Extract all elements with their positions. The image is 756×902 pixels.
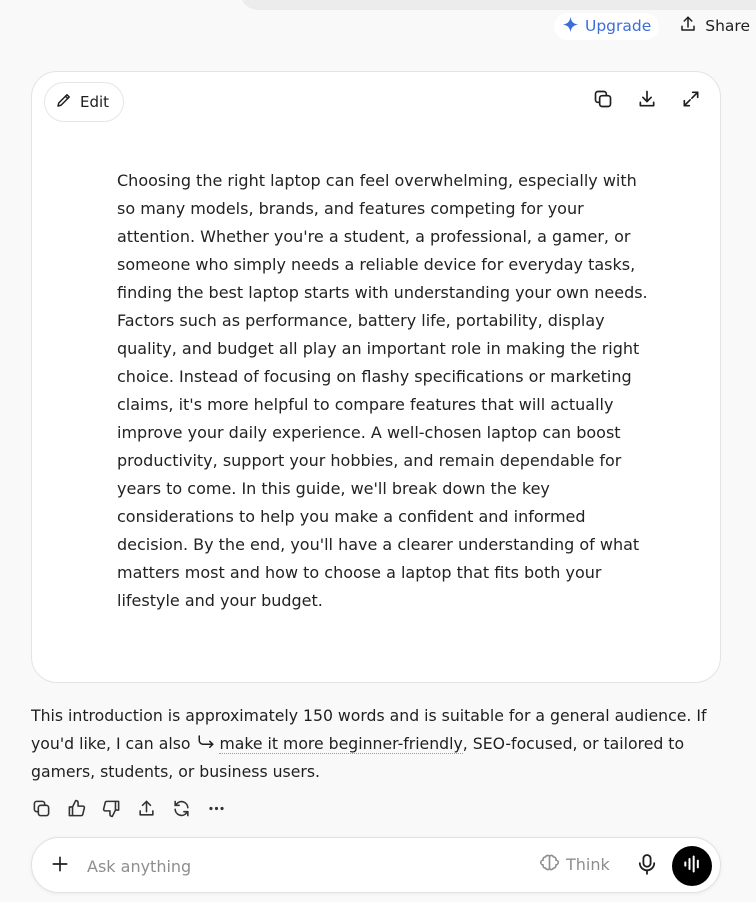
- voice-mode-button[interactable]: [672, 846, 712, 886]
- message-actions: [31, 800, 227, 821]
- expand-button[interactable]: [680, 90, 702, 112]
- upgrade-label: Upgrade: [584, 17, 652, 35]
- regenerate-button[interactable]: [171, 800, 192, 821]
- download-icon: [637, 89, 657, 113]
- share-message-button[interactable]: [136, 800, 157, 821]
- share-icon: [137, 799, 156, 822]
- previous-message-bubble: [240, 0, 756, 10]
- think-button[interactable]: [540, 853, 610, 876]
- assistant-reply: [31, 702, 721, 786]
- composer: [31, 837, 721, 893]
- think-label: Think: [566, 855, 610, 874]
- canvas-body-text: Choosing the right laptop can feel overwhelming, especially with so many models, brands, and features competing for your attention. Whether you're a student, a professional, a gamer, or someone who simply needs a reliable device for everyday tasks, finding the best laptop starts with understanding your own needs. Factors such as performance, battery life, portability, display quality, and budget all play an important role in making the right choice. Instead of focusing on flashy specifications or marketing claims, it's more helpful to compare features that will actually improve your daily experience. A well-chosen laptop can boost productivity, support your hobbies, and remain dependable for years to come. In this guide, we'll break down the key considerations to help you make a confident and informed decision. By the end, you'll have a clearer understanding of what matters most and how to choose a laptop that fits both your lifestyle and your budget.: [117, 171, 648, 610]
- thumbs-up-icon: [67, 799, 86, 822]
- more-actions-button[interactable]: [206, 800, 227, 821]
- brain-icon: [540, 853, 559, 876]
- download-button[interactable]: [636, 90, 658, 112]
- upgrade-button[interactable]: [554, 13, 659, 40]
- edit-label: Edit: [80, 93, 110, 111]
- microphone-icon: [638, 853, 656, 879]
- reply-text-before: This introduction is approximately 150 words and is suitable for a general audience. If you'd like, I can also: [31, 706, 707, 753]
- prompt-input[interactable]: [87, 852, 507, 880]
- pencil-icon: [55, 91, 73, 113]
- voice-waveform-icon: [682, 854, 702, 878]
- header-actions: [554, 12, 756, 40]
- edit-button[interactable]: [44, 82, 124, 122]
- thumbs-down-icon: [102, 799, 121, 822]
- regenerate-icon: [172, 799, 191, 822]
- good-response-button[interactable]: [66, 800, 87, 821]
- more-icon: [207, 799, 226, 822]
- share-button[interactable]: [671, 12, 756, 40]
- share-label: Share: [705, 17, 750, 35]
- followup-suggestion-link[interactable]: make it more beginner-friendly: [219, 734, 463, 753]
- copy-icon: [32, 799, 51, 822]
- canvas-document: [31, 71, 721, 683]
- bad-response-button[interactable]: [101, 800, 122, 821]
- followup-arrow-icon: [197, 730, 215, 758]
- plus-icon: [50, 854, 70, 878]
- canvas-toolbar: [592, 90, 702, 112]
- reply-text-after: , SEO-focused, or tailored to gamers, students, or business users.: [31, 734, 685, 781]
- add-attachment-button[interactable]: [48, 854, 72, 878]
- share-icon: [679, 15, 697, 37]
- copy-icon: [593, 89, 613, 113]
- copy-message-button[interactable]: [31, 800, 52, 821]
- sparkle-icon: [562, 16, 579, 37]
- expand-icon: [681, 89, 701, 113]
- copy-button[interactable]: [592, 90, 614, 112]
- dictate-button[interactable]: [635, 853, 659, 879]
